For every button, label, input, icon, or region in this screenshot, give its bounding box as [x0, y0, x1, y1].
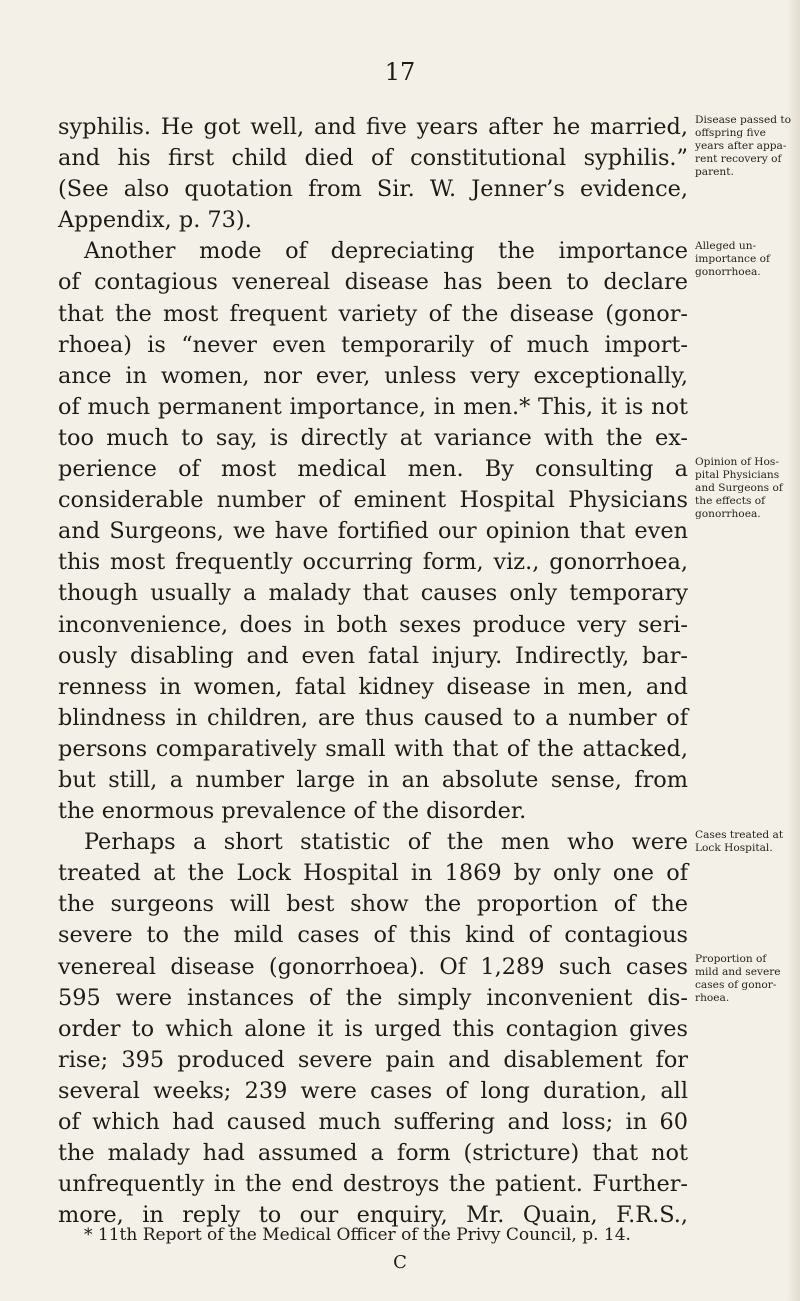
text-line: this most frequently occurring form, viz., gonorrhoea, [58, 549, 688, 576]
text-line: rise; 395 produced severe pain and disablement for [58, 1046, 688, 1073]
text-line: too much to say, is directly at variance with the ex- [58, 424, 688, 451]
margin-note-line: pital Physicians [695, 469, 780, 481]
margin-note-line: importance of [695, 253, 770, 265]
text-line: severe to the mild cases of this kind of contagious [58, 922, 688, 949]
margin-note-line: Lock Hospital. [695, 842, 773, 854]
text-line: and his first child died of constitutional syphilis.” [58, 145, 688, 172]
text-line: renness in women, fatal kidney disease in men, and [58, 673, 688, 700]
margin-note-lock-hospital [695, 829, 800, 855]
margin-note-line: Proportion of [695, 953, 767, 965]
margin-note-line: parent. [695, 166, 734, 178]
text-line: ance in women, nor ever, unless very exceptionally, [58, 362, 688, 389]
text-line: though usually a malady that causes only temporary [58, 580, 688, 607]
text-line: Appendix, p. 73). [58, 207, 252, 234]
text-line: of contagious venereal disease has been to declare [58, 269, 688, 296]
text-line: of which had caused much suffering and loss; in 60 [58, 1109, 688, 1135]
page-edge-shadow [786, 0, 800, 1301]
text-line: but still, a number large in an absolute sense, from [58, 766, 688, 793]
text-line: of much permanent importance, in men.* This, it is not [58, 393, 688, 420]
text-line: several weeks; 239 were cases of long duration, all [58, 1077, 688, 1104]
text-line: venereal disease (gonorrhoea). Of 1,289 such cases [58, 953, 688, 980]
text-line: and Surgeons, we have fortified our opinion that even [58, 518, 688, 545]
text-line: perience of most medical men. By consulting a [58, 456, 688, 483]
text-line: order to which alone it is urged this contagion gives [58, 1015, 688, 1042]
margin-note-line: gonorrhoea. [695, 508, 761, 520]
margin-note-line: rent recovery of [695, 153, 782, 165]
main-text-column [58, 112, 688, 1231]
margin-note-line: mild and severe [695, 966, 781, 978]
text-line: treated at the Lock Hospital in 1869 by only one of [58, 860, 688, 887]
page-number: 17 [384, 58, 416, 86]
text-line: inconvenience, does in both sexes produce very seri- [58, 611, 688, 638]
text-line: blindness in children, are thus caused to a number of [58, 704, 688, 731]
text-line: considerable number of eminent Hospital Physicians [58, 487, 688, 514]
signature-mark: C [393, 1252, 407, 1273]
margin-note-offspring [695, 114, 800, 179]
margin-note-opinion [695, 456, 800, 521]
text-line: that the most frequent variety of the disease (gonor- [58, 300, 688, 327]
text-line: rhoea) is “never even temporarily of much import- [58, 331, 688, 358]
margin-note-line: Cases treated at [695, 829, 784, 841]
text-line: 595 were instances of the simply inconvenient dis- [58, 984, 688, 1011]
text-line: the surgeons will best show the proportion of the [58, 891, 688, 918]
margin-note-proportion [695, 953, 800, 1005]
text-line: persons comparatively small with that of the attacked, [58, 735, 688, 762]
margin-note-line: and Surgeons of [695, 482, 783, 494]
margin-note-line: years after appa- [695, 140, 787, 152]
margin-note-line: offspring five [695, 127, 766, 139]
margin-note-unimportance [695, 240, 800, 279]
margin-note-line: gonorrhoea. [695, 266, 761, 278]
margin-note-line: Alleged un- [695, 240, 757, 252]
margin-note-line: Disease passed to [695, 114, 792, 126]
margin-note-line: Opinion of Hos- [695, 456, 779, 468]
margin-note-line: rhoea. [695, 992, 730, 1004]
footnote: * 11th Report of the Medical Officer of the Privy Council, p. 14. [84, 1225, 631, 1245]
text-line: syphilis. He got well, and five years after he married, [58, 114, 688, 140]
text-line: Another mode of depreciating the importance [84, 238, 688, 265]
margin-note-line: the effects of [695, 495, 766, 507]
text-line: more, in reply to our enquiry, Mr. Quain, F.R.S., [58, 1202, 688, 1229]
text-line: (See also quotation from Sir. W. Jenner’s evidence, [58, 176, 688, 203]
text-line: the enormous prevalence of the disorder. [58, 798, 527, 825]
text-line: unfrequently in the end destroys the patient. Further- [58, 1171, 688, 1198]
text-line: Perhaps a short statistic of the men who were [84, 829, 688, 856]
text-line: ously disabling and even fatal injury. Indirectly, bar- [58, 642, 688, 669]
margin-note-line: cases of gonor- [695, 979, 777, 991]
text-line: the malady had assumed a form (stricture) that not [58, 1140, 688, 1167]
